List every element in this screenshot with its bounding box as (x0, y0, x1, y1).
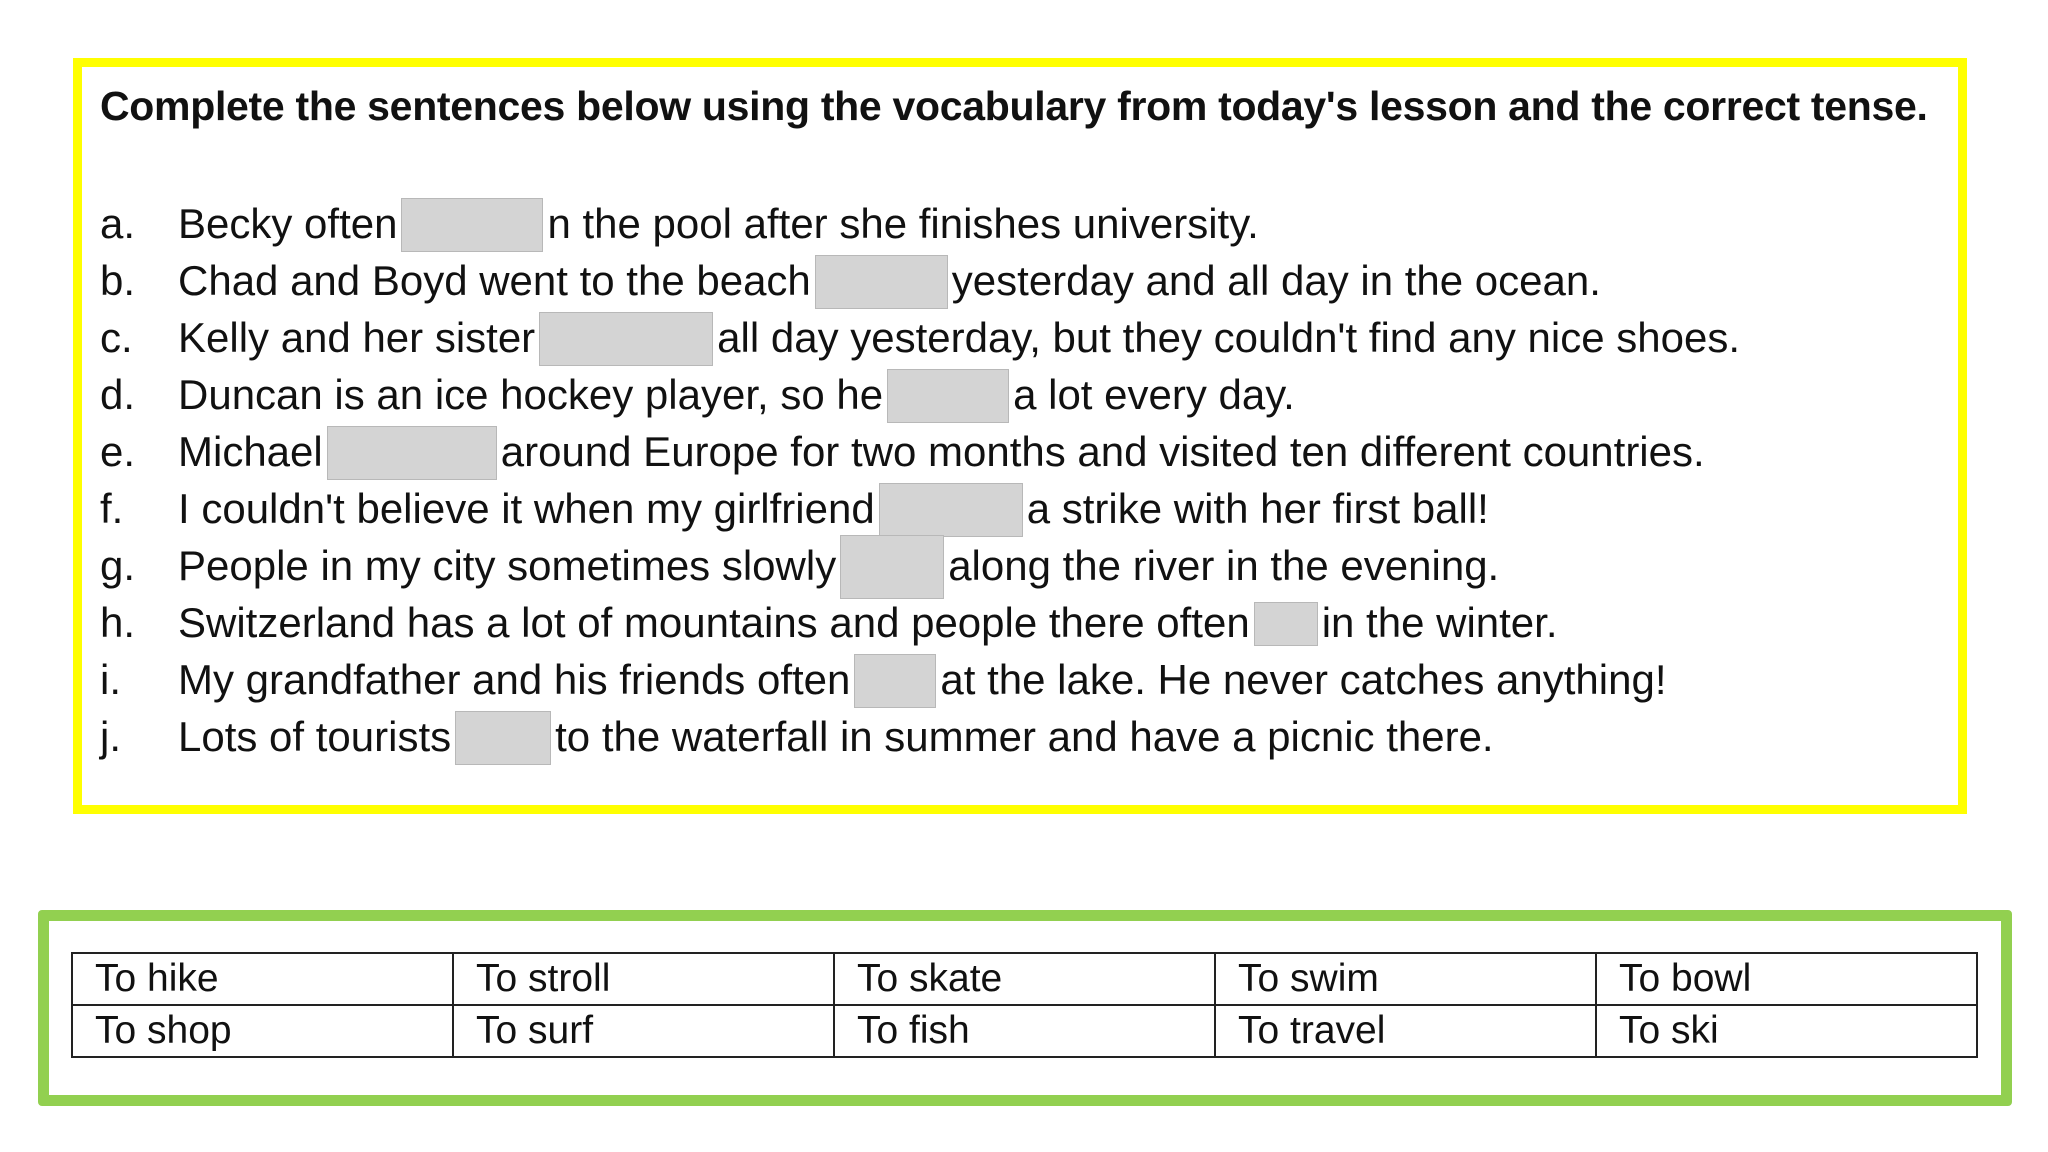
answer-blank[interactable] (401, 198, 543, 252)
sentence-text-after: n the pool after she finishes university. (547, 200, 1259, 247)
sentence-text-before: People in my city sometimes slowly (178, 542, 837, 590)
table-row (72, 953, 1977, 1005)
answer-blank[interactable] (815, 255, 948, 309)
sentence-letter: b. (100, 257, 136, 304)
answer-blank[interactable] (1254, 602, 1318, 646)
sentence-text-before: I couldn't believe it when my girlfriend (178, 485, 875, 532)
sentence-letter: e. (100, 428, 136, 475)
sentence-text-before: Lots of tourists (178, 713, 452, 760)
table-row (72, 1005, 1977, 1057)
sentence-a (100, 195, 1740, 252)
answer-blank[interactable] (854, 654, 936, 708)
sentence-g (100, 537, 1740, 594)
sentence-text-after: all day yesterday, but they couldn't find any nice shoes. (717, 314, 1741, 361)
answer-blank[interactable] (327, 426, 497, 480)
vocab-cell: To surf (453, 1005, 834, 1057)
sentence-text-before: My grandfather and his friends often (178, 656, 851, 703)
vocab-cell: To fish (834, 1005, 1215, 1057)
sentence-text-before: Chad and Boyd went to the beach (178, 257, 811, 304)
vocab-cell: To swim (1215, 953, 1596, 1005)
sentence-b (100, 252, 1740, 309)
answer-blank[interactable] (539, 312, 713, 366)
sentence-letter: c. (100, 314, 133, 361)
vocab-cell: To shop (72, 1005, 453, 1057)
vocabulary-table (71, 952, 1978, 1058)
sentence-text-after: to the waterfall in summer and have a picnic there. (555, 713, 1494, 760)
sentence-text-before: Switzerland has a lot of mountains and people there often (178, 599, 1250, 646)
vocab-cell: To hike (72, 953, 453, 1005)
sentence-text-after: along the river in the evening. (948, 542, 1500, 590)
sentence-letter: f. (100, 485, 124, 532)
sentence-text-after: at the lake. He never catches anything! (940, 656, 1667, 703)
sentence-text-before: Becky often (178, 200, 398, 247)
sentence-text-after: a lot every day. (1013, 371, 1295, 418)
instructions-heading: Complete the sentences below using the vocabulary from today's lesson and the correct tense. (100, 83, 1928, 129)
sentence-letter: h. (100, 599, 136, 646)
vocab-cell: To bowl (1596, 953, 1977, 1005)
vocab-cell: To stroll (453, 953, 834, 1005)
answer-blank[interactable] (840, 535, 944, 599)
vocabulary-box (38, 910, 2012, 1106)
sentence-text-after: in the winter. (1321, 599, 1558, 646)
vocab-cell: To travel (1215, 1005, 1596, 1057)
sentence-d (100, 366, 1740, 423)
sentence-letter: a. (100, 200, 136, 247)
sentence-letter: i. (100, 656, 121, 703)
sentence-list (100, 195, 1740, 765)
sentence-h (100, 594, 1740, 651)
sentence-text-after: yesterday and all day in the ocean. (951, 257, 1601, 304)
sentence-e (100, 423, 1740, 480)
answer-blank[interactable] (879, 483, 1023, 537)
sentence-j (100, 708, 1740, 765)
vocab-cell: To ski (1596, 1005, 1977, 1057)
exercise-box (73, 58, 1967, 814)
sentence-letter: j. (100, 713, 121, 760)
sentence-letter: g. (100, 542, 136, 590)
sentence-i (100, 651, 1740, 708)
sentence-f (100, 480, 1740, 537)
sentence-text-before: Michael (178, 428, 323, 475)
sentence-text-before: Duncan is an ice hockey player, so he (178, 371, 884, 418)
vocab-cell: To skate (834, 953, 1215, 1005)
sentence-letter: d. (100, 371, 136, 418)
answer-blank[interactable] (455, 711, 551, 765)
sentence-text-after: around Europe for two months and visited ten different countries. (500, 428, 1705, 475)
answer-blank[interactable] (887, 369, 1009, 423)
sentence-text-before: Kelly and her sister (178, 314, 536, 361)
sentence-c (100, 309, 1740, 366)
sentence-text-after: a strike with her first ball! (1026, 485, 1489, 532)
